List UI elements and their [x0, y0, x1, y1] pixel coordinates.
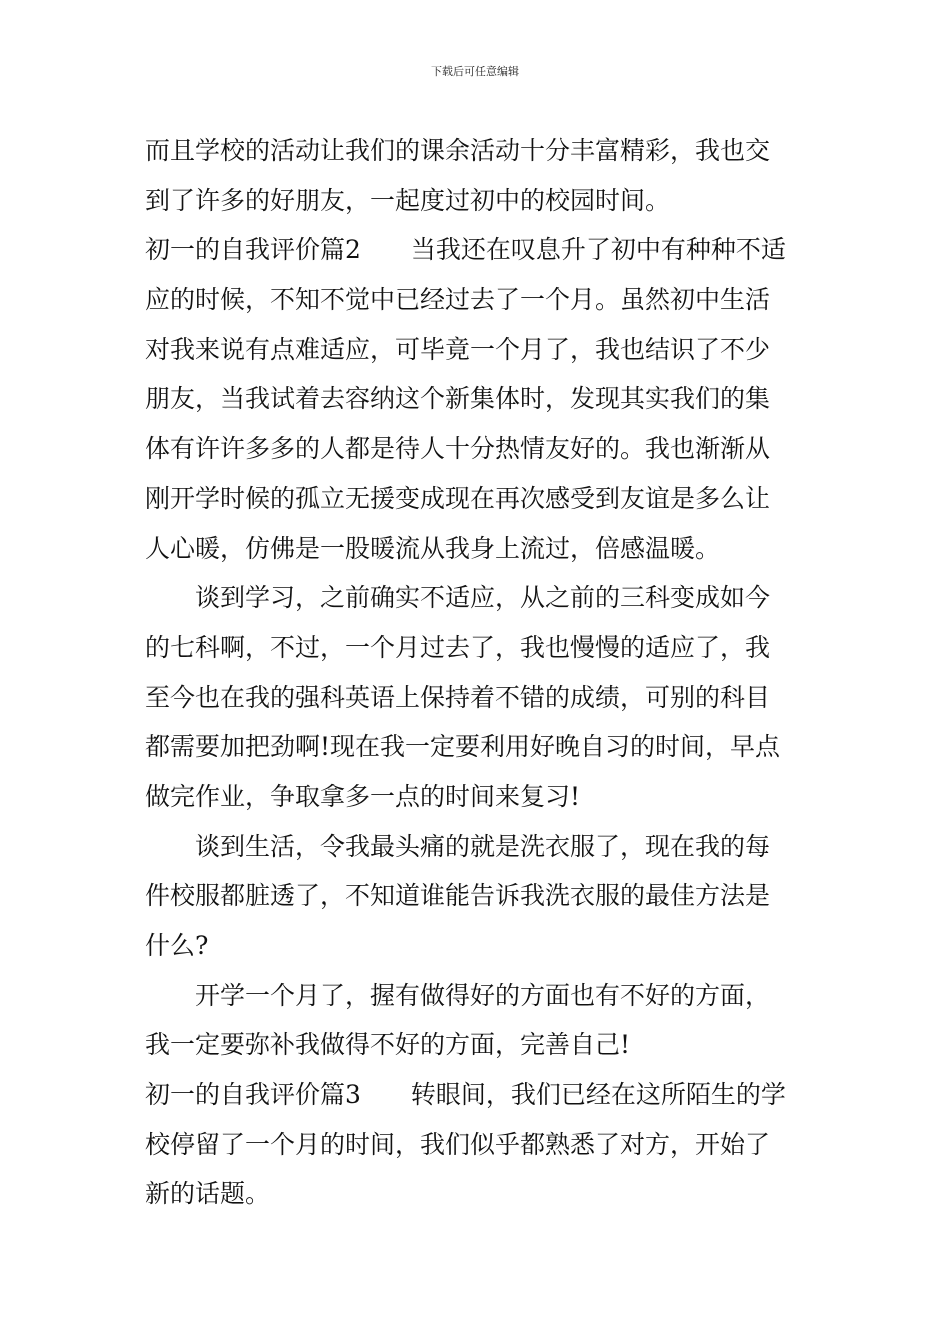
- document-body: [145, 126, 810, 1219]
- paragraph-line: 我一定要弥补我做得不好的方面，完善自己!: [145, 1030, 631, 1060]
- paragraph-line: 而且学校的活动让我们的课余活动十分丰富精彩，我也交: [145, 136, 771, 165]
- section-2-heading-line: [145, 225, 810, 275]
- section-3-heading: 初一的自我评价篇3: [145, 1080, 361, 1110]
- paragraph-line: 谈到生活，令我最头痛的就是洗衣服了，现在我的每: [195, 831, 771, 861]
- paragraph-line: 刚开学时候的孤立无援变成现在再次感受到友谊是多么让: [145, 483, 771, 513]
- paragraph-line: 朋友，当我试着去容纳这个新集体时，发现其实我们的集: [145, 384, 771, 414]
- section-3-first-text: 转眼间，我们已经在这所陌生的学: [410, 1080, 786, 1110]
- section-2-heading: 初一的自我评价篇2: [145, 235, 361, 265]
- paragraph-line: 对我来说有点难适应，可毕竟一个月了，我也结识了不少: [145, 334, 771, 364]
- page-header: 下载后可任意编辑: [431, 65, 519, 78]
- paragraph-line: 谈到学习，之前确实不适应，从之前的三科变成如今: [195, 583, 771, 613]
- paragraph-line: 校停留了一个月的时间，我们似乎都熟悉了对方，开始了: [145, 1129, 771, 1159]
- paragraph-line: 开学一个月了，握有做得好的方面也有不好的方面，: [195, 980, 771, 1010]
- section-2-first-text: 当我还在叹息升了初中有种种不适: [410, 235, 786, 265]
- paragraph-line: 新的话题。: [145, 1179, 271, 1209]
- section-3-heading-line: [145, 1070, 810, 1120]
- paragraph-line: 到了许多的好朋友，一起度过初中的校园时间。: [145, 185, 671, 215]
- paragraph-line: 至今也在我的强科英语上保持着不错的成绩，可别的科目: [145, 682, 771, 712]
- paragraph-line: 都需要加把劲啊!现在我一定要利用好晚自习的时间，早点: [145, 732, 781, 762]
- paragraph-line: 什么?: [145, 931, 209, 960]
- paragraph-line: 应的时候，不知不觉中已经过去了一个月。虽然初中生活: [145, 285, 771, 315]
- paragraph-line: 做完作业，争取拿多一点的时间来复习!: [145, 781, 581, 811]
- paragraph-line: 的七科啊，不过，一个月过去了，我也慢慢的适应了，我: [145, 632, 771, 662]
- paragraph-line: 人心暖，仿佛是一股暖流从我身上流过，倍感温暖。: [145, 533, 721, 563]
- paragraph-line: 体有许许多多的人都是待人十分热情友好的。我也渐渐从: [145, 434, 771, 464]
- paragraph-line: 件校服都脏透了，不知道谁能告诉我洗衣服的最佳方法是: [145, 881, 771, 911]
